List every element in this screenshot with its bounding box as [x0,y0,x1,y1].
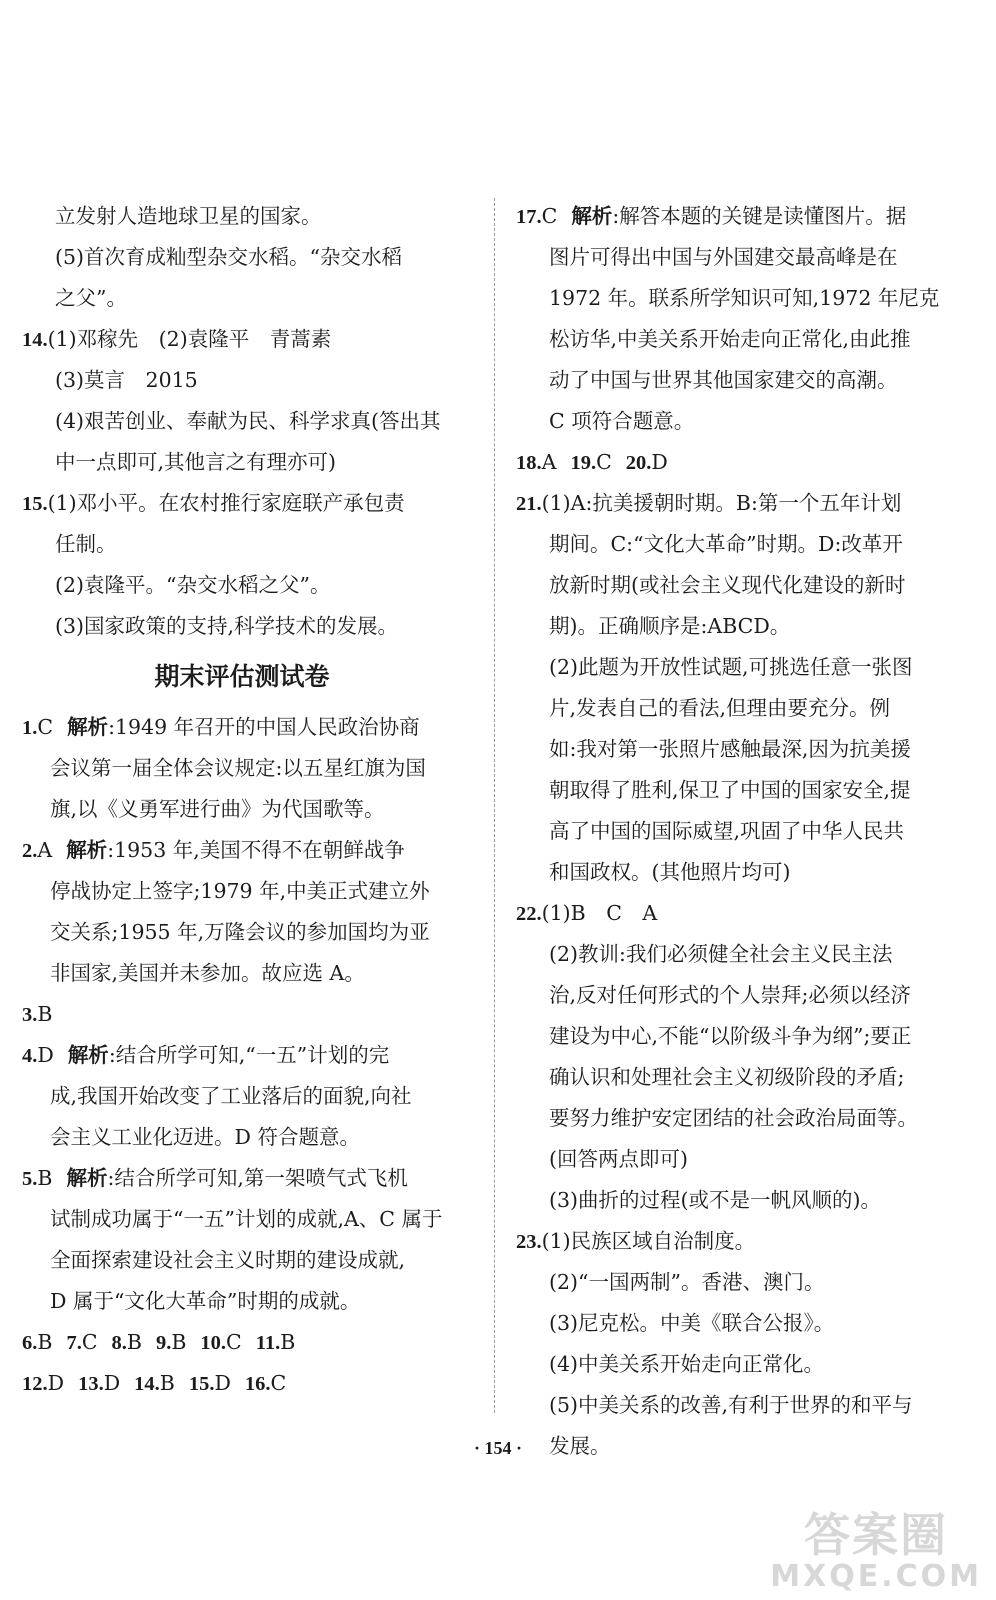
question-number: 10. [200,1332,227,1354]
text-line: 试制成功属于“一五”计划的成就,A、C 属于 [50,1207,443,1231]
answer-choice: D [103,1371,121,1395]
question-number: 9. [155,1332,172,1354]
text-line: 交关系;1955 年,万隆会议的参加国均为亚 [50,920,430,944]
question-item [516,483,956,524]
answer-choice: B [280,1330,296,1354]
text-line: 要努力维护安定团结的社会政治局面等。 [549,1106,918,1130]
answer-choice: C [596,450,612,474]
text-line: 松访华,中美关系开始走向正常化,由此推 [549,327,911,351]
answer-choice: B [126,1330,142,1354]
item-text: (1)民族区域自治制度。 [541,1229,756,1253]
question-number: 7. [66,1332,82,1354]
question-number: 16. [244,1373,271,1395]
question-item [22,1035,462,1076]
answer-choice: C [81,1330,98,1354]
answer-row [22,1363,462,1404]
question-item [516,893,956,934]
question-number: 14. [22,329,48,351]
answer-choice: D [47,1371,65,1395]
analysis-label: 解析 [66,1168,108,1190]
text-line: 任制。 [55,532,117,556]
question-item [516,1221,956,1262]
question-number: 4. [22,1045,38,1067]
question-number: 23. [516,1231,542,1253]
text-line: 高了中国的国际威望,巩固了中华人民共 [549,819,905,843]
text-line: 建设为中心,不能“以阶级斗争为纲”;要正 [549,1024,912,1048]
text-line: 如:我对第一张照片感触最深,因为抗美援 [549,737,911,761]
question-number: 12. [22,1373,48,1395]
item-text: (1)邓稼先 (2)袁隆平 青蒿素 [47,327,332,351]
text-line: (3)国家政策的支持,科学技术的发展。 [55,614,399,638]
question-number: 2. [22,840,38,862]
text-line: 停战协定上签字;1979 年,中美正式建立外 [50,879,430,903]
column-divider [494,198,495,1413]
watermark-url: MXQE.COM [770,1559,982,1594]
item-text: :1953 年,美国不得不在朝鲜战争 [107,838,405,862]
text-line: D 属于“文化大革命”时期的成就。 [50,1289,361,1313]
question-number: 13. [78,1373,104,1395]
text-line: 立发射人造地球卫星的国家。 [55,204,322,228]
text-line: 图片可得出中国与外国建交最高峰是在 [549,245,898,269]
item-text: :1949 年召开的中国人民政治协商 [108,715,420,739]
answer-choice: B [37,1002,53,1026]
answer-choice: C [37,715,54,739]
text-line: 片,发表自己的看法,但理由要充分。例 [549,696,891,720]
text-line: 朝取得了胜利,保卫了中国的国家安全,提 [549,778,911,802]
question-item [22,707,462,748]
question-number: 3. [22,1004,38,1026]
page-number: · 154 · [473,1438,522,1458]
question-number: 11. [255,1332,281,1354]
analysis-label: 解析 [66,840,108,862]
text-line: 中一点即可,其他言之有理亦可) [55,450,337,474]
item-text: (1)邓小平。在农村推行家庭联产承包责 [47,491,405,515]
question-item [22,994,462,1035]
answer-choice: B [37,1330,53,1354]
text-line: (2)此题为开放性试题,可挑选任意一张图 [549,655,913,679]
item-text: (1)B C A [541,901,658,925]
question-number: 8. [111,1332,127,1354]
question-number: 20. [625,452,652,474]
question-number: 21. [516,493,542,515]
answer-choice: D [37,1043,54,1067]
text-line: 放新时期(或社会主义现代化建设的新时 [549,573,906,597]
answer-choice: B [159,1371,175,1395]
text-line: 成,我国开始改变了工业落后的面貌,向社 [50,1084,412,1108]
text-line: (3)莫言 2015 [55,368,198,392]
answer-choice: D [214,1371,231,1395]
question-item [22,319,462,360]
text-line: (4)中美关系开始走向正常化。 [549,1352,825,1376]
question-number: 18. [516,452,542,474]
question-number: 15. [22,493,48,515]
text-line: (3)尼克松。中美《联合公报》。 [549,1311,835,1335]
text-line: 旗,以《义勇军进行曲》为代国歌等。 [50,797,385,821]
question-item [22,1158,462,1199]
text-line: 会主义工业化迈进。D 符合题意。 [50,1125,360,1149]
text-line: (2)袁隆平。“杂交水稻之父”。 [55,573,331,597]
text-line: (3)曲折的过程(或不是一帆风顺的)。 [549,1188,882,1212]
item-text: :结合所学可知,“一五”计划的完 [108,1043,390,1067]
question-number: 17. [516,206,542,228]
text-line: C 项符合题意。 [549,409,695,433]
left-column [22,196,462,1404]
text-line: (5)中美关系的改善,有利于世界的和平与 [549,1393,913,1417]
watermark-logo [770,1510,982,1594]
answer-choice: B [171,1330,187,1354]
question-number: 5. [22,1168,38,1190]
analysis-label: 解析 [67,717,109,739]
question-number: 14. [134,1373,160,1395]
question-item [22,483,462,524]
text-line: 会议第一届全体会议规定:以五星红旗为国 [50,756,426,780]
text-line: 确认识和处理社会主义初级阶段的矛盾; [549,1065,905,1089]
answer-choice: D [651,450,668,474]
question-number: 15. [188,1373,215,1395]
section-title: 期末评估测试卷 [154,662,330,691]
text-line: (4)艰苦创业、奉献为民、科学求真(答出其 [55,409,441,433]
analysis-label: 解析 [571,206,613,228]
watermark-title: 答案圈 [804,1508,949,1562]
right-column [516,196,956,1467]
text-line: 发展。 [549,1434,611,1458]
question-number: 22. [516,903,542,925]
text-line: 动了中国与世界其他国家建交的高潮。 [549,368,898,392]
item-text: :结合所学可知,第一架喷气式飞机 [107,1166,408,1190]
text-line: 和国政权。(其他照片均可) [549,860,791,884]
answer-choice: B [37,1166,53,1190]
answer-choice: A [541,450,557,474]
answer-choice: A [37,838,53,862]
text-line: 之父”。 [55,286,127,310]
text-line: (回答两点即可) [549,1147,688,1171]
question-item [516,196,956,237]
question-item [22,830,462,871]
text-line: 全面探索建设社会主义时期的建设成就, [50,1248,406,1272]
text-line: (2)“一国两制”。香港、澳门。 [549,1270,825,1294]
text-line: (2)教训:我们必须健全社会主义民主法 [549,942,893,966]
answer-row [22,1322,462,1363]
text-line: 1972 年。联系所学知识可知,1972 年尼克 [549,286,940,310]
text-line: 期间。C:“文化大革命”时期。D:改革开 [549,532,903,556]
analysis-label: 解析 [67,1045,109,1067]
text-line: (5)首次育成籼型杂交水稻。“杂交水稻 [55,245,403,269]
answer-choice: C [270,1371,287,1395]
item-text: (1)A:抗美援朝时期。B:第一个五年计划 [541,491,902,515]
text-line: 治,反对任何形式的个人崇拜;必须以经济 [549,983,911,1007]
question-number: 19. [570,452,597,474]
question-number: 1. [22,717,38,739]
item-text: :解答本题的关键是读懂图片。据 [612,204,907,228]
answer-choice: C [226,1330,242,1354]
answer-row [516,442,956,483]
answer-choice: C [541,204,558,228]
text-line: 非国家,美国并未参加。故应选 A。 [50,961,365,985]
text-line: 期)。正确顺序是:ABCD。 [549,614,791,638]
question-number: 6. [22,1332,38,1354]
